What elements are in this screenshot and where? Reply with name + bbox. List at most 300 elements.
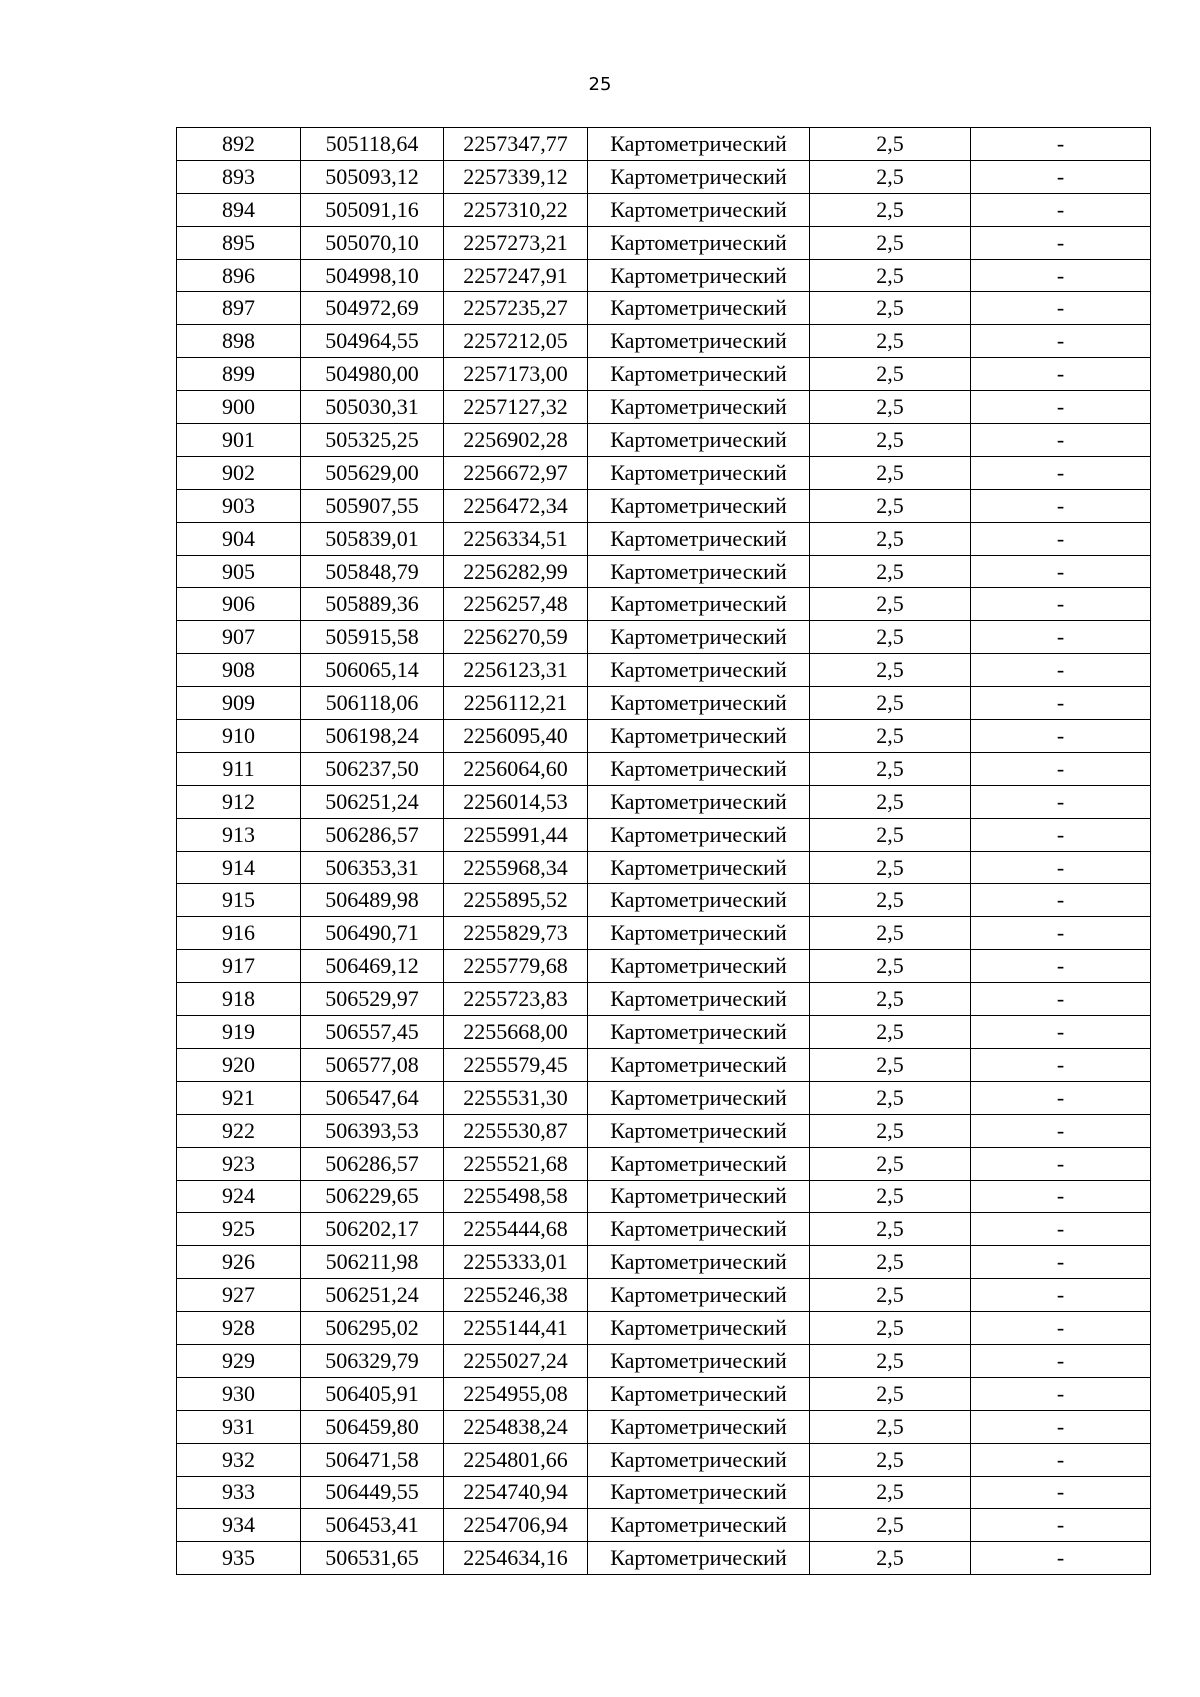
x-coordinate-cell: 506229,65: [301, 1180, 444, 1213]
note-cell: -: [971, 1476, 1151, 1509]
note-cell: -: [971, 1509, 1151, 1542]
point-number-cell: 934: [177, 1509, 301, 1542]
accuracy-cell: 2,5: [810, 621, 971, 654]
method-cell: Картометрический: [588, 555, 810, 588]
method-cell: Картометрический: [588, 818, 810, 851]
note-cell: -: [971, 358, 1151, 391]
table-row: [177, 884, 1151, 917]
x-coordinate-cell: 506286,57: [301, 1147, 444, 1180]
accuracy-cell: 2,5: [810, 1476, 971, 1509]
accuracy-cell: 2,5: [810, 1344, 971, 1377]
point-number-cell: 926: [177, 1246, 301, 1279]
note-cell: -: [971, 391, 1151, 424]
method-cell: Картометрический: [588, 621, 810, 654]
method-cell: Картометрический: [588, 1279, 810, 1312]
x-coordinate-cell: 506065,14: [301, 654, 444, 687]
accuracy-cell: 2,5: [810, 884, 971, 917]
y-coordinate-cell: 2256257,48: [444, 588, 588, 621]
y-coordinate-cell: 2255579,45: [444, 1048, 588, 1081]
method-cell: Картометрический: [588, 193, 810, 226]
point-number-cell: 899: [177, 358, 301, 391]
note-cell: -: [971, 128, 1151, 161]
x-coordinate-cell: 506202,17: [301, 1213, 444, 1246]
y-coordinate-cell: 2255444,68: [444, 1213, 588, 1246]
method-cell: Картометрический: [588, 391, 810, 424]
table-row: [177, 128, 1151, 161]
table-row: [177, 1509, 1151, 1542]
accuracy-cell: 2,5: [810, 1213, 971, 1246]
note-cell: -: [971, 456, 1151, 489]
accuracy-cell: 2,5: [810, 292, 971, 325]
x-coordinate-cell: 505915,58: [301, 621, 444, 654]
method-cell: Картометрический: [588, 1246, 810, 1279]
note-cell: -: [971, 292, 1151, 325]
accuracy-cell: 2,5: [810, 1509, 971, 1542]
table-row: [177, 1213, 1151, 1246]
y-coordinate-cell: 2256472,34: [444, 489, 588, 522]
point-number-cell: 916: [177, 917, 301, 950]
method-cell: Картометрический: [588, 1147, 810, 1180]
y-coordinate-cell: 2256064,60: [444, 752, 588, 785]
table-row: [177, 1410, 1151, 1443]
method-cell: Картометрический: [588, 983, 810, 1016]
table-row: [177, 917, 1151, 950]
x-coordinate-cell: 505030,31: [301, 391, 444, 424]
accuracy-cell: 2,5: [810, 391, 971, 424]
table-row: [177, 1542, 1151, 1575]
y-coordinate-cell: 2257273,21: [444, 226, 588, 259]
note-cell: -: [971, 1114, 1151, 1147]
table-row: [177, 1114, 1151, 1147]
accuracy-cell: 2,5: [810, 950, 971, 983]
table-row: [177, 720, 1151, 753]
point-number-cell: 931: [177, 1410, 301, 1443]
point-number-cell: 927: [177, 1279, 301, 1312]
x-coordinate-cell: 506469,12: [301, 950, 444, 983]
y-coordinate-cell: 2254955,08: [444, 1377, 588, 1410]
table-row: [177, 851, 1151, 884]
x-coordinate-cell: 506490,71: [301, 917, 444, 950]
x-coordinate-cell: 506211,98: [301, 1246, 444, 1279]
point-number-cell: 919: [177, 1016, 301, 1049]
y-coordinate-cell: 2254740,94: [444, 1476, 588, 1509]
note-cell: -: [971, 160, 1151, 193]
table-row: [177, 950, 1151, 983]
accuracy-cell: 2,5: [810, 588, 971, 621]
accuracy-cell: 2,5: [810, 851, 971, 884]
x-coordinate-cell: 506118,06: [301, 687, 444, 720]
table-row: [177, 1312, 1151, 1345]
y-coordinate-cell: 2255531,30: [444, 1081, 588, 1114]
note-cell: -: [971, 489, 1151, 522]
x-coordinate-cell: 505118,64: [301, 128, 444, 161]
table-row: [177, 424, 1151, 457]
method-cell: Картометрический: [588, 522, 810, 555]
accuracy-cell: 2,5: [810, 1410, 971, 1443]
accuracy-cell: 2,5: [810, 1542, 971, 1575]
y-coordinate-cell: 2257310,22: [444, 193, 588, 226]
point-number-cell: 921: [177, 1081, 301, 1114]
note-cell: -: [971, 752, 1151, 785]
table-row: [177, 456, 1151, 489]
x-coordinate-cell: 504998,10: [301, 259, 444, 292]
table-row: [177, 588, 1151, 621]
point-number-cell: 903: [177, 489, 301, 522]
accuracy-cell: 2,5: [810, 752, 971, 785]
table-row: [177, 391, 1151, 424]
x-coordinate-cell: 505907,55: [301, 489, 444, 522]
accuracy-cell: 2,5: [810, 687, 971, 720]
x-coordinate-cell: 506531,65: [301, 1542, 444, 1575]
y-coordinate-cell: 2255246,38: [444, 1279, 588, 1312]
y-coordinate-cell: 2255723,83: [444, 983, 588, 1016]
note-cell: -: [971, 1410, 1151, 1443]
table-row: [177, 1476, 1151, 1509]
accuracy-cell: 2,5: [810, 193, 971, 226]
x-coordinate-cell: 506449,55: [301, 1476, 444, 1509]
point-number-cell: 933: [177, 1476, 301, 1509]
note-cell: -: [971, 424, 1151, 457]
y-coordinate-cell: 2256095,40: [444, 720, 588, 753]
y-coordinate-cell: 2256902,28: [444, 424, 588, 457]
y-coordinate-cell: 2256672,97: [444, 456, 588, 489]
table-row: [177, 259, 1151, 292]
y-coordinate-cell: 2255333,01: [444, 1246, 588, 1279]
x-coordinate-cell: 504964,55: [301, 325, 444, 358]
note-cell: -: [971, 522, 1151, 555]
y-coordinate-cell: 2255521,68: [444, 1147, 588, 1180]
accuracy-cell: 2,5: [810, 1443, 971, 1476]
point-number-cell: 910: [177, 720, 301, 753]
y-coordinate-cell: 2257127,32: [444, 391, 588, 424]
method-cell: Картометрический: [588, 358, 810, 391]
table-row: [177, 1016, 1151, 1049]
method-cell: Картометрический: [588, 1476, 810, 1509]
method-cell: Картометрический: [588, 1410, 810, 1443]
method-cell: Картометрический: [588, 1542, 810, 1575]
point-number-cell: 930: [177, 1377, 301, 1410]
table-row: [177, 226, 1151, 259]
y-coordinate-cell: 2256270,59: [444, 621, 588, 654]
y-coordinate-cell: 2255498,58: [444, 1180, 588, 1213]
note-cell: -: [971, 259, 1151, 292]
y-coordinate-cell: 2256014,53: [444, 785, 588, 818]
x-coordinate-cell: 506237,50: [301, 752, 444, 785]
table-row: [177, 555, 1151, 588]
point-number-cell: 915: [177, 884, 301, 917]
accuracy-cell: 2,5: [810, 983, 971, 1016]
x-coordinate-cell: 506557,45: [301, 1016, 444, 1049]
table-row: [177, 1180, 1151, 1213]
accuracy-cell: 2,5: [810, 1246, 971, 1279]
point-number-cell: 896: [177, 259, 301, 292]
point-number-cell: 920: [177, 1048, 301, 1081]
accuracy-cell: 2,5: [810, 456, 971, 489]
method-cell: Картометрический: [588, 785, 810, 818]
x-coordinate-cell: 506295,02: [301, 1312, 444, 1345]
x-coordinate-cell: 505629,00: [301, 456, 444, 489]
accuracy-cell: 2,5: [810, 128, 971, 161]
accuracy-cell: 2,5: [810, 522, 971, 555]
accuracy-cell: 2,5: [810, 1048, 971, 1081]
table-row: [177, 358, 1151, 391]
table-row: [177, 1443, 1151, 1476]
y-coordinate-cell: 2257235,27: [444, 292, 588, 325]
x-coordinate-cell: 505091,16: [301, 193, 444, 226]
point-number-cell: 928: [177, 1312, 301, 1345]
point-number-cell: 935: [177, 1542, 301, 1575]
table-row: [177, 489, 1151, 522]
accuracy-cell: 2,5: [810, 654, 971, 687]
point-number-cell: 902: [177, 456, 301, 489]
table-row: [177, 1048, 1151, 1081]
point-number-cell: 900: [177, 391, 301, 424]
y-coordinate-cell: 2257347,77: [444, 128, 588, 161]
table-row: [177, 1081, 1151, 1114]
accuracy-cell: 2,5: [810, 424, 971, 457]
method-cell: Картометрический: [588, 1213, 810, 1246]
note-cell: -: [971, 226, 1151, 259]
point-number-cell: 922: [177, 1114, 301, 1147]
method-cell: Картометрический: [588, 1081, 810, 1114]
note-cell: -: [971, 1344, 1151, 1377]
accuracy-cell: 2,5: [810, 1180, 971, 1213]
x-coordinate-cell: 505093,12: [301, 160, 444, 193]
y-coordinate-cell: 2255991,44: [444, 818, 588, 851]
y-coordinate-cell: 2257173,00: [444, 358, 588, 391]
point-number-cell: 924: [177, 1180, 301, 1213]
note-cell: -: [971, 555, 1151, 588]
method-cell: Картометрический: [588, 917, 810, 950]
x-coordinate-cell: 506286,57: [301, 818, 444, 851]
accuracy-cell: 2,5: [810, 259, 971, 292]
note-cell: -: [971, 785, 1151, 818]
point-number-cell: 892: [177, 128, 301, 161]
x-coordinate-cell: 505889,36: [301, 588, 444, 621]
method-cell: Картометрический: [588, 1509, 810, 1542]
accuracy-cell: 2,5: [810, 1377, 971, 1410]
point-number-cell: 912: [177, 785, 301, 818]
method-cell: Картометрический: [588, 160, 810, 193]
point-number-cell: 909: [177, 687, 301, 720]
point-number-cell: 914: [177, 851, 301, 884]
point-number-cell: 925: [177, 1213, 301, 1246]
note-cell: -: [971, 1312, 1151, 1345]
note-cell: -: [971, 1081, 1151, 1114]
page-number: 25: [588, 74, 612, 95]
x-coordinate-cell: 506547,64: [301, 1081, 444, 1114]
method-cell: Картометрический: [588, 588, 810, 621]
note-cell: -: [971, 1180, 1151, 1213]
accuracy-cell: 2,5: [810, 160, 971, 193]
accuracy-cell: 2,5: [810, 555, 971, 588]
x-coordinate-cell: 506251,24: [301, 785, 444, 818]
method-cell: Картометрический: [588, 259, 810, 292]
method-cell: Картометрический: [588, 1048, 810, 1081]
y-coordinate-cell: 2254634,16: [444, 1542, 588, 1575]
note-cell: -: [971, 720, 1151, 753]
note-cell: -: [971, 1048, 1151, 1081]
table-row: [177, 621, 1151, 654]
method-cell: Картометрический: [588, 128, 810, 161]
method-cell: Картометрический: [588, 456, 810, 489]
accuracy-cell: 2,5: [810, 720, 971, 753]
note-cell: -: [971, 588, 1151, 621]
method-cell: Картометрический: [588, 950, 810, 983]
y-coordinate-cell: 2255779,68: [444, 950, 588, 983]
accuracy-cell: 2,5: [810, 785, 971, 818]
point-number-cell: 905: [177, 555, 301, 588]
point-number-cell: 932: [177, 1443, 301, 1476]
note-cell: -: [971, 621, 1151, 654]
note-cell: -: [971, 884, 1151, 917]
x-coordinate-cell: 506577,08: [301, 1048, 444, 1081]
method-cell: Картометрический: [588, 1180, 810, 1213]
method-cell: Картометрический: [588, 1312, 810, 1345]
y-coordinate-cell: 2255144,41: [444, 1312, 588, 1345]
method-cell: Картометрический: [588, 1443, 810, 1476]
x-coordinate-cell: 506471,58: [301, 1443, 444, 1476]
table-row: [177, 1246, 1151, 1279]
y-coordinate-cell: 2255968,34: [444, 851, 588, 884]
note-cell: -: [971, 917, 1151, 950]
x-coordinate-cell: 506529,97: [301, 983, 444, 1016]
method-cell: Картометрический: [588, 1377, 810, 1410]
method-cell: Картометрический: [588, 851, 810, 884]
note-cell: -: [971, 983, 1151, 1016]
y-coordinate-cell: 2257339,12: [444, 160, 588, 193]
point-number-cell: 904: [177, 522, 301, 555]
table-row: [177, 1279, 1151, 1312]
point-number-cell: 907: [177, 621, 301, 654]
table-row: [177, 983, 1151, 1016]
note-cell: -: [971, 1279, 1151, 1312]
point-number-cell: 893: [177, 160, 301, 193]
accuracy-cell: 2,5: [810, 226, 971, 259]
table-row: [177, 292, 1151, 325]
method-cell: Картометрический: [588, 654, 810, 687]
note-cell: -: [971, 1246, 1151, 1279]
note-cell: -: [971, 851, 1151, 884]
y-coordinate-cell: 2256282,99: [444, 555, 588, 588]
point-number-cell: 901: [177, 424, 301, 457]
note-cell: -: [971, 654, 1151, 687]
accuracy-cell: 2,5: [810, 1312, 971, 1345]
x-coordinate-cell: 506251,24: [301, 1279, 444, 1312]
y-coordinate-cell: 2255668,00: [444, 1016, 588, 1049]
accuracy-cell: 2,5: [810, 325, 971, 358]
x-coordinate-cell: 504980,00: [301, 358, 444, 391]
y-coordinate-cell: 2254801,66: [444, 1443, 588, 1476]
note-cell: -: [971, 1213, 1151, 1246]
method-cell: Картометрический: [588, 1344, 810, 1377]
x-coordinate-cell: 506329,79: [301, 1344, 444, 1377]
accuracy-cell: 2,5: [810, 1147, 971, 1180]
point-number-cell: 894: [177, 193, 301, 226]
table-row: [177, 752, 1151, 785]
method-cell: Картометрический: [588, 1114, 810, 1147]
x-coordinate-cell: 506405,91: [301, 1377, 444, 1410]
method-cell: Картометрический: [588, 752, 810, 785]
x-coordinate-cell: 506393,53: [301, 1114, 444, 1147]
coordinates-table-body: [177, 128, 1151, 1575]
note-cell: -: [971, 1016, 1151, 1049]
accuracy-cell: 2,5: [810, 1114, 971, 1147]
table-row: [177, 1147, 1151, 1180]
x-coordinate-cell: 506453,41: [301, 1509, 444, 1542]
point-number-cell: 917: [177, 950, 301, 983]
accuracy-cell: 2,5: [810, 489, 971, 522]
accuracy-cell: 2,5: [810, 818, 971, 851]
point-number-cell: 913: [177, 818, 301, 851]
table-row: [177, 1377, 1151, 1410]
note-cell: -: [971, 1377, 1151, 1410]
y-coordinate-cell: 2255829,73: [444, 917, 588, 950]
point-number-cell: 923: [177, 1147, 301, 1180]
point-number-cell: 911: [177, 752, 301, 785]
coordinates-table: [176, 127, 1151, 1575]
method-cell: Картометрический: [588, 292, 810, 325]
y-coordinate-cell: 2257247,91: [444, 259, 588, 292]
method-cell: Картометрический: [588, 226, 810, 259]
table-row: [177, 687, 1151, 720]
accuracy-cell: 2,5: [810, 358, 971, 391]
x-coordinate-cell: 506353,31: [301, 851, 444, 884]
accuracy-cell: 2,5: [810, 1279, 971, 1312]
y-coordinate-cell: 2254706,94: [444, 1509, 588, 1542]
note-cell: -: [971, 193, 1151, 226]
y-coordinate-cell: 2255530,87: [444, 1114, 588, 1147]
note-cell: -: [971, 1443, 1151, 1476]
x-coordinate-cell: 505839,01: [301, 522, 444, 555]
point-number-cell: 895: [177, 226, 301, 259]
table-row: [177, 785, 1151, 818]
note-cell: -: [971, 950, 1151, 983]
y-coordinate-cell: 2256334,51: [444, 522, 588, 555]
point-number-cell: 898: [177, 325, 301, 358]
accuracy-cell: 2,5: [810, 1016, 971, 1049]
point-number-cell: 918: [177, 983, 301, 1016]
method-cell: Картометрический: [588, 687, 810, 720]
y-coordinate-cell: 2257212,05: [444, 325, 588, 358]
point-number-cell: 908: [177, 654, 301, 687]
y-coordinate-cell: 2255027,24: [444, 1344, 588, 1377]
table-row: [177, 160, 1151, 193]
note-cell: -: [971, 1542, 1151, 1575]
x-coordinate-cell: 505070,10: [301, 226, 444, 259]
method-cell: Картометрический: [588, 489, 810, 522]
point-number-cell: 897: [177, 292, 301, 325]
table-row: [177, 818, 1151, 851]
x-coordinate-cell: 505325,25: [301, 424, 444, 457]
method-cell: Картометрический: [588, 424, 810, 457]
table-row: [177, 1344, 1151, 1377]
x-coordinate-cell: 504972,69: [301, 292, 444, 325]
point-number-cell: 929: [177, 1344, 301, 1377]
method-cell: Картометрический: [588, 1016, 810, 1049]
y-coordinate-cell: 2254838,24: [444, 1410, 588, 1443]
note-cell: -: [971, 687, 1151, 720]
y-coordinate-cell: 2255895,52: [444, 884, 588, 917]
method-cell: Картометрический: [588, 720, 810, 753]
x-coordinate-cell: 506198,24: [301, 720, 444, 753]
x-coordinate-cell: 506489,98: [301, 884, 444, 917]
table-row: [177, 654, 1151, 687]
note-cell: -: [971, 818, 1151, 851]
table-row: [177, 325, 1151, 358]
x-coordinate-cell: 505848,79: [301, 555, 444, 588]
table-row: [177, 522, 1151, 555]
